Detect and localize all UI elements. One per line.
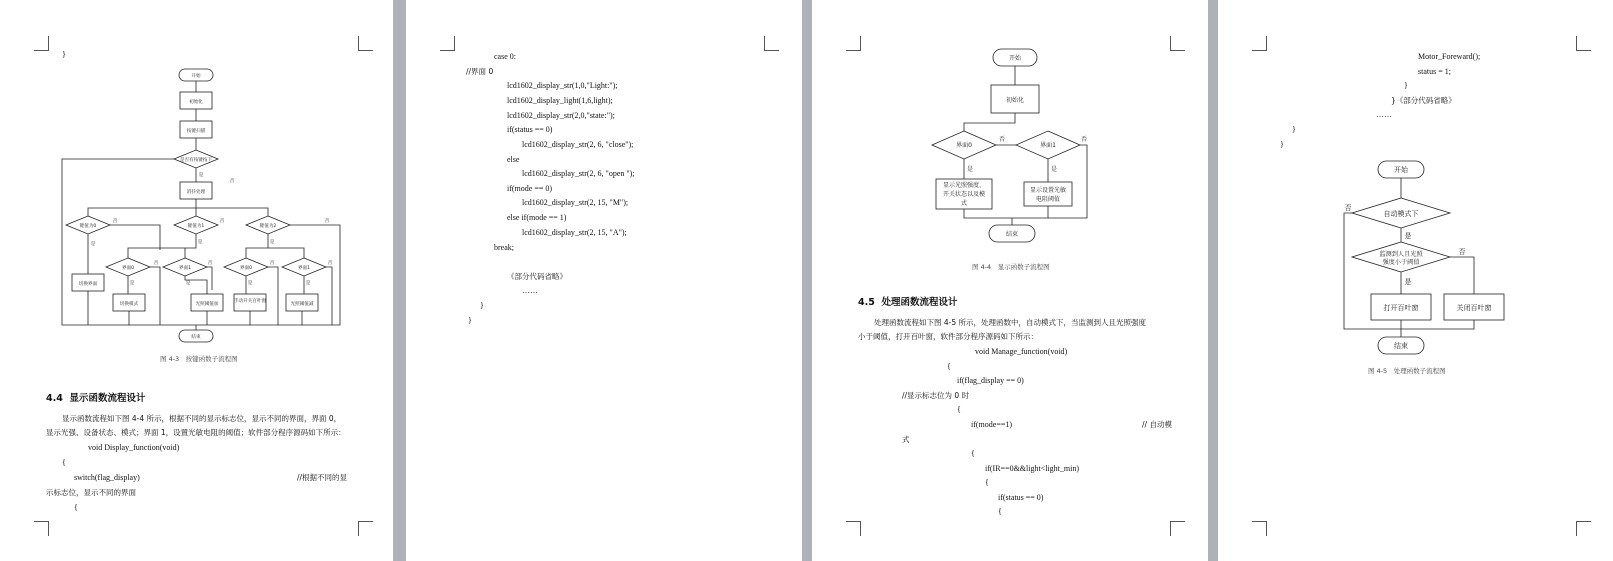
- code-line: lcd1602_display_light(1,6,light);: [507, 96, 613, 105]
- code-line: }: [480, 301, 484, 310]
- code-line: {: [971, 449, 975, 458]
- flow-detect-line2: 强度小于阈值: [1382, 259, 1420, 266]
- code-line: {: [74, 503, 78, 512]
- flow-label-no: 否: [269, 261, 275, 266]
- document-page-3: [812, 0, 1208, 561]
- code-line: void Display_function(void): [88, 443, 180, 452]
- crop-mark: [846, 521, 861, 536]
- code-line: {: [985, 478, 989, 487]
- flow-label-yes: 是: [197, 240, 203, 245]
- flow-light-up: 光照阈值加: [195, 302, 219, 307]
- display-function-flowchart: [812, 0, 1208, 260]
- flow-label-yes: 是: [129, 281, 135, 286]
- flow-box-right-line2: 电阻阈值: [1035, 196, 1061, 203]
- code-line: break;: [494, 243, 514, 252]
- flow-init: 初始化: [1005, 97, 1025, 104]
- flow-key1: 键值为1: [187, 224, 205, 229]
- omitted-note: 《部分代码省略》: [507, 272, 567, 281]
- crop-mark: [1576, 521, 1591, 536]
- section-number: 4.5: [858, 297, 875, 308]
- flow-label-no: 否: [1080, 136, 1088, 143]
- code-line: if(mode == 0): [507, 184, 553, 193]
- crop-mark: [34, 521, 49, 536]
- flow-close-blinds: 关闭百叶窗: [1456, 304, 1492, 312]
- flow-label-no: 否: [219, 219, 225, 224]
- paragraph-line: 处理函数流程如下图 4-5 所示，处理函数中，自动模式下，当监测到人且光照强度: [874, 318, 1147, 327]
- flow-open-blinds: 打开百叶窗: [1383, 304, 1419, 312]
- flow-light-down: 光照阈值减: [290, 302, 314, 307]
- code-line: lcd1602_display_str(2, 6, "close");: [522, 140, 634, 149]
- flow-label-yes: 是: [185, 281, 191, 286]
- section-number: 4.4: [46, 393, 63, 404]
- code-line: }: [1292, 125, 1296, 134]
- flow-switch-mode: 切换模式: [119, 302, 139, 307]
- code-line: lcd1602_display_str(2, 6, "open ");: [522, 169, 635, 178]
- flow-ui0b: 界面0: [239, 266, 253, 271]
- flow-box-left-line1: 显示光照强度、: [942, 182, 986, 189]
- paragraph-line: 显示函数流程如下图 4-4 所示，根据不同的显示标志位，显示不同的界面，界面 0，: [62, 414, 342, 423]
- flow-label-no: 否: [998, 136, 1006, 143]
- code-line: Motor_Foreward();: [1418, 52, 1481, 61]
- document-page-4: [1218, 0, 1613, 561]
- flow-label-yes: 是: [269, 240, 275, 245]
- flow-label-no: 否: [229, 179, 235, 184]
- document-page-2: [406, 0, 802, 561]
- code-comment: //界面 0: [466, 67, 494, 76]
- flow-detect-line1: 监测到人且光照: [1379, 251, 1423, 258]
- section-heading: [46, 390, 145, 404]
- flow-label-yes: 是: [1050, 166, 1058, 173]
- section-heading: [858, 294, 957, 308]
- section-title: 显示函数流程设计: [69, 393, 146, 404]
- crop-mark: [358, 521, 373, 536]
- code-brace: }: [62, 50, 66, 59]
- paragraph-line: 小于阈值，打开百叶窗，软件部分程序源码如下所示：: [858, 332, 1038, 341]
- flow-label-no: 否: [324, 219, 330, 224]
- flow-label-yes: 是: [966, 166, 974, 173]
- flow-label-yes: 是: [198, 173, 204, 178]
- omitted-note: }《部分代码省略》: [1391, 96, 1456, 105]
- code-line: case 0:: [494, 52, 516, 61]
- flow-end: 结束: [191, 335, 201, 340]
- code-comment: // 自动模: [1142, 420, 1172, 429]
- code-line: else if(mode == 1): [507, 213, 567, 222]
- flow-box-left-line3: 式: [960, 200, 968, 207]
- paragraph-line: 显示光强、设备状态、模式；界面 1，设置光敏电阻的阈值；软件部分程序源码如下所示：: [46, 428, 346, 437]
- code-line: if(mode==1): [971, 420, 1013, 429]
- code-line: }: [468, 316, 472, 325]
- code-line: {: [998, 507, 1002, 516]
- figure-caption: 图 4-4 显示函数子流程图: [972, 263, 1050, 271]
- code-line: }: [1280, 140, 1284, 149]
- flow-ui1b: 界面1: [297, 266, 311, 271]
- code-line: lcd1602_display_str(2, 15, "M");: [522, 198, 629, 207]
- code-line: if(status == 0): [507, 125, 553, 134]
- crop-mark: [440, 36, 455, 51]
- flow-end: 结束: [1005, 231, 1019, 238]
- flow-key0: 键值为0: [79, 224, 97, 229]
- ellipsis: ……: [522, 286, 538, 295]
- crop-mark: [1170, 521, 1185, 536]
- key-function-flowchart: [0, 0, 393, 345]
- code-line: lcd1602_display_str(1,0,"Light:");: [507, 81, 618, 90]
- flow-label-no: 否: [1458, 248, 1466, 256]
- flow-key2: 键值为2: [259, 224, 277, 229]
- flow-box-right-line1: 显示设置光敏: [1029, 187, 1067, 194]
- flow-label-yes: 是: [1404, 278, 1412, 286]
- flow-label-no: 否: [207, 261, 213, 266]
- flow-label-no: 否: [327, 261, 333, 266]
- code-comment: //显示标志位为 0 时: [902, 391, 970, 400]
- flow-switch-ui: 切换界面: [78, 282, 98, 287]
- flow-manual: 手动开关百叶窗: [233, 299, 267, 304]
- code-line: switch(flag_display): [74, 473, 140, 482]
- code-line: {: [62, 458, 66, 467]
- code-line: lcd1602_display_str(2, 15, "A");: [522, 228, 627, 237]
- flow-ui1a: 界面1: [178, 266, 192, 271]
- flow-label-no: 否: [1344, 204, 1352, 212]
- flow-decision-main: 是否有按键按下: [179, 158, 213, 163]
- manage-function-flowchart: [1218, 0, 1613, 360]
- flow-auto-mode: 自动模式下: [1383, 210, 1419, 218]
- figure-caption: 图 4-5 处理函数子流程图: [1368, 367, 1446, 375]
- code-line: {: [947, 362, 951, 371]
- code-line: lcd1602_display_str(2,0,"state:");: [507, 111, 615, 120]
- paragraph-line: 示标志位，显示不同的界面: [46, 488, 136, 497]
- flow-start: 开始: [191, 74, 201, 79]
- crop-mark: [764, 36, 779, 51]
- code-line: if(flag_display == 0): [957, 376, 1024, 385]
- code-line: if(IR==0&&light<light_min): [985, 464, 1079, 473]
- figure-caption: 图 4-3 按键函数子流程图: [160, 355, 238, 363]
- flow-init: 初始化: [189, 100, 203, 105]
- flow-label-yes: 是: [1404, 232, 1412, 240]
- code-comment: 式: [902, 435, 910, 444]
- section-title: 处理函数流程设计: [881, 297, 958, 308]
- flow-label-yes: 是: [90, 242, 96, 247]
- code-comment: //根据不同的显: [297, 473, 348, 482]
- flow-ui0a: 界面0: [121, 266, 135, 271]
- flow-start: 开始: [1394, 166, 1408, 174]
- code-line: else: [507, 155, 520, 164]
- crop-mark: [1252, 521, 1267, 536]
- document-page-1: [0, 0, 393, 561]
- flow-ui0: 界面0: [956, 142, 972, 149]
- code-line: if(status == 0): [998, 493, 1044, 502]
- code-line: void Manage_function(void): [975, 347, 1068, 356]
- flow-label-yes: 是: [247, 281, 253, 286]
- code-line: {: [957, 405, 961, 414]
- code-line: status = 1;: [1418, 67, 1451, 76]
- flow-start: 开始: [1008, 55, 1022, 62]
- flow-label-no: 否: [153, 261, 159, 266]
- flow-debounce: 消抖处理: [186, 190, 206, 195]
- flow-end: 结束: [1394, 342, 1408, 350]
- flow-label-yes: 是: [305, 281, 311, 286]
- flow-scan: 按键扫描: [186, 129, 206, 134]
- flow-ui1: 界面1: [1040, 142, 1056, 149]
- flow-box-left-line2: 开关状态以及模: [942, 191, 986, 198]
- flow-label-no: 否: [112, 219, 118, 224]
- ellipsis: ……: [1376, 110, 1392, 119]
- code-line: }: [1404, 81, 1408, 90]
